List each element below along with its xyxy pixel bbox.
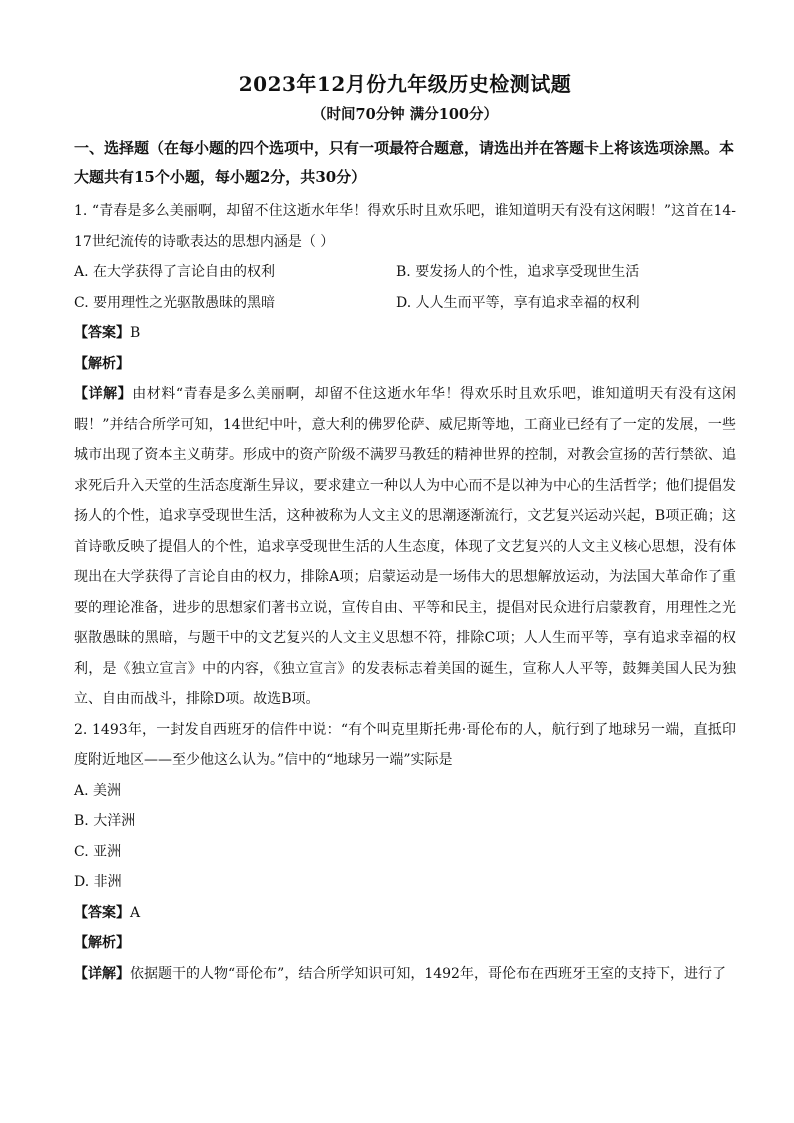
question-1-answer: [74, 318, 736, 349]
question-2-answer: [74, 898, 736, 929]
question-2: [74, 715, 736, 990]
question-1-option-b: B. 要发扬人的个性，追求享受现世生活: [396, 264, 640, 280]
question-1-option-c: C. 要用理性之光驱散愚昧的黑暗: [74, 294, 276, 311]
section-heading: 一、选择题（在每小题的四个选项中，只有一项最符合题意，请选出并在答题卡上将该选项涂黑。本大题共有15个小题，每小题2分，共30分）: [74, 139, 735, 186]
question-2-option-d: D. 非洲: [74, 874, 122, 890]
question-1-stem: 1. “青春是多么美丽啊，却留不住这逝水年华！得欢乐时且欢乐吧，谁知道明天有没有这闲暇！”这首在14-17世纪流传的诗歌表达的思想内涵是（ ）: [74, 203, 736, 250]
page-title: 2023年12月份九年级历史检测试题: [238, 72, 572, 96]
answer-label: 【 答案 】: [74, 905, 130, 921]
analysis-label: 【 解析 】: [74, 935, 130, 951]
detail-label: 【 详解 】: [74, 386, 132, 402]
question-2-option-c: C. 亚洲: [74, 843, 122, 860]
question-1-analysis: [74, 349, 736, 380]
question-2-option-b: B. 大洋洲: [74, 813, 136, 829]
question-2-stem: 2. 1493年，一封发自西班牙的信件中说：“有个叫克里斯托弗·哥伦布的人，航行到了地球另一端，直抵印度附近地区——至少他这么认为。”信中的“地球另一端”实际是: [74, 721, 736, 768]
question-2-analysis: [74, 928, 736, 959]
question-1-detail: [74, 379, 736, 715]
question-2-answer-value: A: [130, 904, 141, 921]
question-2-detail-text: 依据题干的人物“哥伦布”，结合所学知识可知，1492年，哥伦布在西班牙王室的支持下，进行了: [130, 965, 726, 982]
analysis-label: 【 解析 】: [74, 356, 130, 372]
question-1-option-a: A. 在大学获得了言论自由的权利: [74, 264, 276, 280]
question-1-detail-text: 由材料“青春是多么美丽啊，却留不住这逝水年华！得欢乐时且欢乐吧，谁知道明天有没有这闲暇！”并结合所学可知，14世纪中叶，意大利的佛罗伦萨、威尼斯等地，工商业已经有了一定的发展，一些城市出现了资本主义萌芽。形成中的资产阶级不满罗马教廷的精神世界的控制，对教会宣扬的苦行禁欲、追求死后升入天堂的生活态度渐生异议，要求建立一种以人为中心而不是以神为中心的生活哲学；他们提倡发扬人的个性，追求享受现世生活，这种被称为人文主义的思潮逐渐流行，文艺复兴运动兴起，B项正确；这首诗歌反映了提倡人的个性，追求享受现世生活的人生态度，体现了文艺复兴的人文主义核心思想，没有体现出在大学获得了言论自由的权力，排除A项；启蒙运动是一场伟大的思想解放运动，为法国大革命作了重要的理论准备，进步的思想家们著书立说，宣传自由、平等和民主，提倡对民众进行启蒙教育，用理性之光驱散愚昧的黑暗，与题干中的文艺复兴的人文主义思想不符，排除C项；人人生而平等，享有追求幸福的权利，是《独立宣言》中的内容，《独立宣言》的发表标志着美国的诞生，宣称人人平等，鼓舞美国人民为独立、自由而战斗，排除D项。故选B项。: [74, 386, 737, 707]
question-1-options-row-1: [74, 257, 736, 288]
question-1: [74, 196, 736, 715]
question-1-options-row-2: [74, 288, 736, 319]
detail-label: 【 详解 】: [74, 966, 130, 982]
question-1-answer-value: B: [130, 325, 141, 341]
question-1-option-d: D. 人人生而平等，享有追求幸福的权利: [396, 294, 640, 311]
exam-time-info: （时间70分钟 满分100分）: [312, 106, 498, 123]
question-2-detail: [74, 959, 736, 990]
answer-label: 【 答案 】: [74, 325, 130, 341]
question-2-option-a: A. 美洲: [74, 782, 122, 799]
